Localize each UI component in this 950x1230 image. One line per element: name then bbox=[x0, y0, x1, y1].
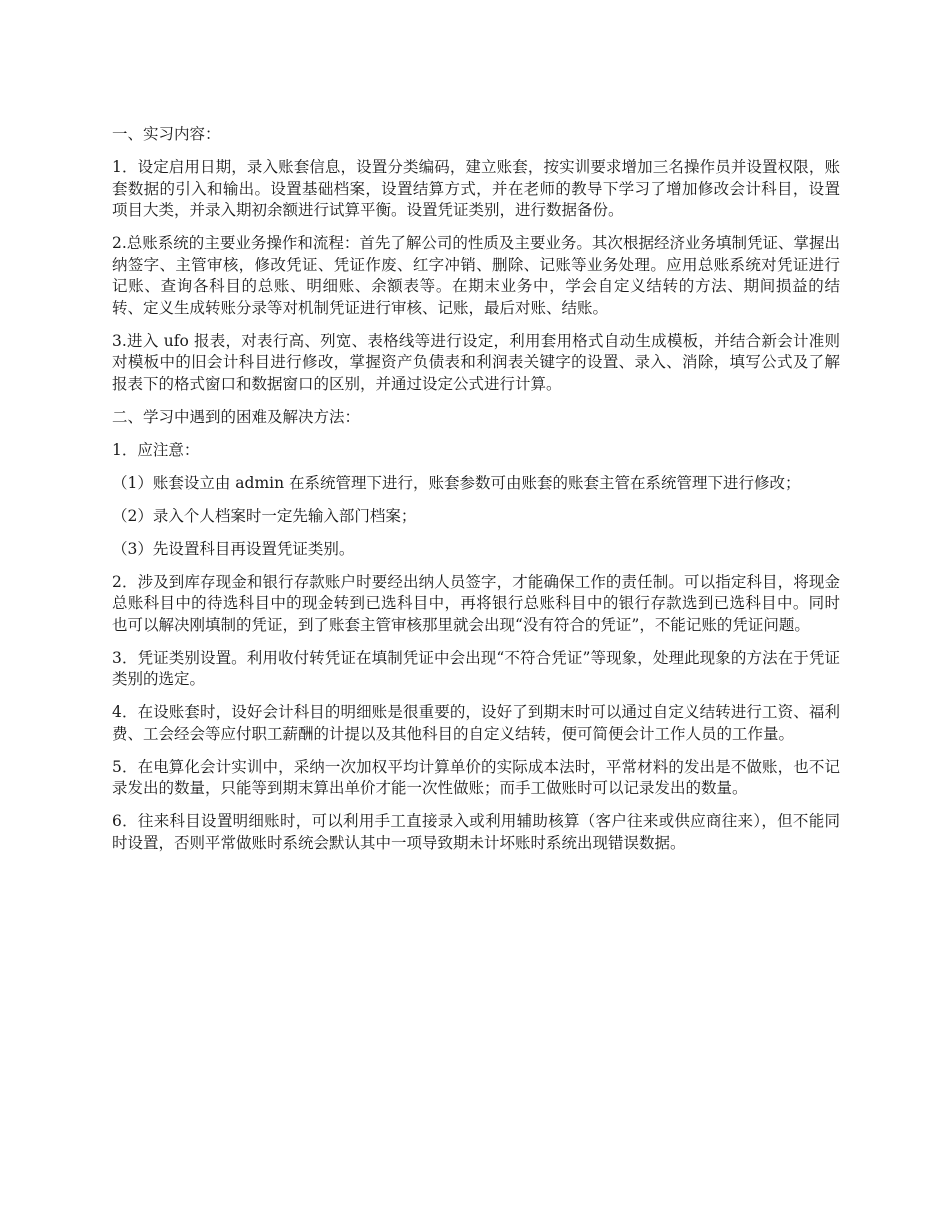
paragraph-general-ledger: 2.总账系统的主要业务操作和流程：首先了解公司的性质及主要业务。其次根据经济业务填制凭证、掌握出纳签字、主管审核，修改凭证、凭证作废、红字冲销、删除、记账等业务处理。应用总账系统对凭证进行记账、查询各科目的总账、明细账、余额表等。在期末业务中，学会自定义结转的方法、期间损益的结转、定义生成转账分录等对机制凭证进行审核、记账，最后对账、结账。 bbox=[112, 234, 840, 317]
section-heading-content: 一、实习内容： bbox=[112, 125, 221, 143]
paragraph-weighted-average: 5．在电算化会计实训中，采纳一次加权平均计算单价的实际成本法时，平常材料的发出是不做账，也不记录发出的数量，只能等到期末算出单价才能一次性做账；而手工做账时可以记录发出的数量。 bbox=[112, 757, 840, 797]
paragraph-note-2: （2）录入个人档案时一定先输入部门档案； bbox=[112, 506, 417, 525]
paragraph-ufo-report: 3.进入 ufo 报表，对表行高、列宽、表格线等进行设定，利用套用格式自动生成模板，并结合新会计准则对模板中的旧会计科目进行修改，掌握资产负债表和利润表关键字的设置、录入、消除，填写公式及了解报表下的格式窗口和数据窗口的区别，并通过设定公式进行计算。 bbox=[112, 331, 840, 393]
section-heading-difficulties: 二、学习中遇到的困难及解决方法： bbox=[112, 407, 361, 426]
paragraph-voucher-category: 3．凭证类别设置。利用收付转凭证在填制凭证中会出现“不符合凭证”等现象，处理此现象的方法在于凭证类别的选定。 bbox=[112, 648, 840, 688]
paragraph-notice: 1．应注意： bbox=[112, 440, 200, 459]
document-page bbox=[112, 124, 840, 866]
paragraph-cash-bank: 2．涉及到库存现金和银行存款账户时要经出纳人员签字，才能确保工作的责任制。可以指定科目，将现金总账科目中的待选科目中的现金转到已选科目中，再将银行总账科目中的银行存款选到已选科目中。同时也可以解决刚填制的凭证，到了账套主管审核那里就会出现“没有符合的凭证”，不能记账的凭证问题。 bbox=[112, 572, 840, 634]
paragraph-detail-ledger: 4．在设账套时，设好会计科目的明细账是很重要的，设好了到期末时可以通过自定义结转进行工资、福利费、工会经会等应付职工薪酬的计提以及其他科目的自定义结转，便可简便会计工作人员的工作量。 bbox=[112, 703, 840, 743]
paragraph-note-1: （1）账套设立由 admin 在系统管理下进行，账套参数可由账套的账套主管在系统管理下进行修改； bbox=[112, 473, 801, 492]
paragraph-setup: 1．设定启用日期，录入账套信息，设置分类编码，建立账套，按实训要求增加三名操作员并设置权限，账套数据的引入和输出。设置基础档案，设置结算方式，并在老师的教导下学习了增加修改会计科目，设置项目大类，并录入期初余额进行试算平衡。设置凭证类别，进行数据备份。 bbox=[112, 158, 840, 219]
paragraph-current-accounts: 6．往来科目设置明细账时，可以利用手工直接录入或利用辅助核算（客户往来或供应商往来），但不能同时设置，否则平常做账时系统会默认其中一项导致期未计坏账时系统出现错误数据。 bbox=[112, 812, 840, 852]
paragraph-note-3: （3）先设置科目再设置凭证类别。 bbox=[112, 539, 355, 558]
